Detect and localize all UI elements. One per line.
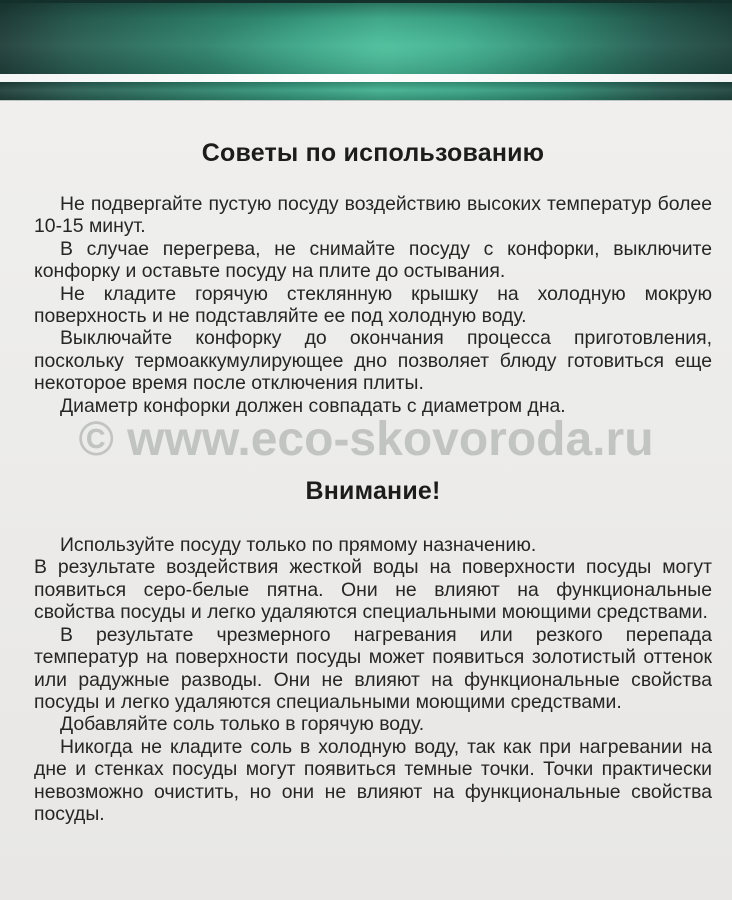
paragraph: В случае перегрева, не снимайте посуду с конфорки, выключите конфорку и оставьте посуду на плите до остывания.	[34, 237, 712, 283]
paragraph: В результате чрезмерного нагревания или резкого перепада температур на поверхности посуды может появиться золотистый оттенок или радужные разводы. Они не влияют на функциональные свойства посуды и легко удаляются специальными моющими средствами.	[34, 623, 712, 713]
section-title-tips: Советы по использованию	[201, 139, 545, 167]
paragraph: Выключайте конфорку до окончания процесса приготовления, поскольку термоаккумулирующее дно позволяет блюду готовиться еще некоторое время после отключения плиты.	[34, 327, 712, 395]
paragraph: Не кладите горячую стеклянную крышку на холодную мокрую поверхность и не подставляйте ее под холодную воду.	[34, 282, 712, 328]
section-tips-body	[34, 193, 712, 417]
section-warning-body	[34, 534, 712, 825]
paragraph: Никогда не кладите соль в холодную воду, так как при нагревании на дне и стенках посуды могут появиться темные точки. Точки практически невозможно очистить, но они не влияют на функциональные свойства посуды.	[34, 735, 712, 825]
watermark: © www.eco-skovoroda.ru	[78, 413, 654, 466]
paragraph: Добавляйте соль только в горячую воду.	[60, 713, 425, 736]
section-title-warning: Внимание!	[305, 477, 441, 506]
paragraph: В результате воздействия жесткой воды на поверхности посуды могут появиться серо-белые пятна. Они не влияют на функциональные свойства посуды и легко удаляются специальными моющими средствами.	[34, 556, 712, 624]
paragraph: Не подвергайте пустую посуду воздействию высоких температур более 10-15 минут.	[34, 193, 712, 238]
paragraph: Используйте посуду только по прямому назначению.	[60, 534, 537, 557]
paragraph: Диаметр конфорки должен совпадать с диаметром дна.	[60, 394, 566, 417]
